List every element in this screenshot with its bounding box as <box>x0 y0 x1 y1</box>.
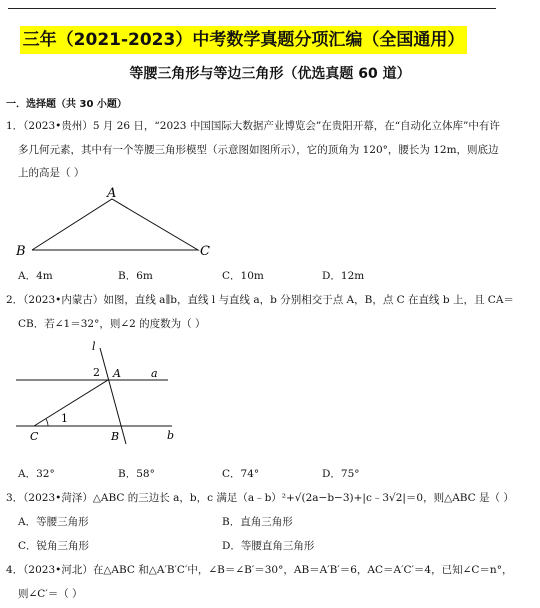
q1-option-a[interactable]: A．4m <box>18 270 53 282</box>
q2-label-b-line: b <box>167 429 175 442</box>
q3-option-c[interactable]: C．锐角三角形 <box>18 540 90 552</box>
q2-label-a-line: a <box>151 367 158 380</box>
q2-label-b-point: B <box>111 430 120 443</box>
q1-line-3: 上的高是（ ） <box>18 167 85 179</box>
q2-label-c: C <box>30 430 39 443</box>
section-heading: 一．选择题（共 30 小题） <box>6 99 127 110</box>
q4-line-2: 则∠C′＝（ ） <box>18 588 83 600</box>
q3-option-b[interactable]: B．直角三角形 <box>222 516 293 528</box>
q3-option-d[interactable]: D．等腰直角三角形 <box>222 540 315 552</box>
q1-line-2: 多几何元素，其中有一个等腰三角形模型（示意图如图所示），它的顶角为 120°，腰长为 12m，则底边 <box>18 144 499 156</box>
q2-label-a-point: A <box>113 367 121 380</box>
header-rule <box>8 8 496 9</box>
banner-title: 三年（2021-2023）中考数学真题分项汇编（全国通用） <box>20 26 467 54</box>
q3-line-1: 3．（2023•菏泽）△ABC 的三边长 a，b，c 满足（a﹣b）²+√(2a−b−3)+|c﹣3√2|＝0，则△ABC 是（ ） <box>6 492 514 504</box>
q2-option-c[interactable]: C．74° <box>222 468 260 480</box>
q2-line-1: 2．（2023•内蒙古）如图，直线 a∥b，直线 l 与直线 a，b 分别相交于点 A，B，点 C 在直线 b 上，且 CA＝ <box>6 294 514 306</box>
q2-segment-ca <box>34 380 108 426</box>
document-subtitle: 等腰三角形与等边三角形（优选真题 60 道） <box>129 66 411 82</box>
q4-line-1: 4．（2023•河北）在△ABC 和△A′B′C′中，∠B＝∠B′＝30°，AB＝A′B′＝6，AC＝A′C′＝4，已知∠C＝n°， <box>6 564 513 576</box>
q1-label-c: C <box>200 244 210 259</box>
q2-option-b[interactable]: B．58° <box>118 468 155 480</box>
q1-line-1: 1．（2023•贵州）5 月 26 日，“2023 中国国际大数据产业博览会”在贵阳开幕，在“自动化立体库”中有许 <box>6 120 500 132</box>
q2-line-2: CB．若∠1＝32°，则∠2 的度数为（ ） <box>18 318 206 330</box>
q2-option-d[interactable]: D．75° <box>322 468 360 480</box>
q2-label-1: 1 <box>61 412 68 425</box>
q1-label-a: A <box>107 186 117 201</box>
q1-triangle <box>32 199 198 250</box>
q2-option-a[interactable]: A．32° <box>18 468 55 480</box>
q2-label-l: l <box>92 340 96 353</box>
q1-option-b[interactable]: B．6m <box>118 270 153 282</box>
q1-option-d[interactable]: D．12m <box>322 270 365 282</box>
q2-parallel-lines-figure <box>10 336 210 448</box>
q2-label-2: 2 <box>93 366 100 379</box>
q3-option-a[interactable]: A．等腰三角形 <box>18 516 89 528</box>
q1-label-b: B <box>16 244 26 259</box>
q1-triangle-figure <box>12 184 222 262</box>
q1-option-c[interactable]: C．10m <box>222 270 264 282</box>
q2-angle-1-arc <box>46 419 48 426</box>
